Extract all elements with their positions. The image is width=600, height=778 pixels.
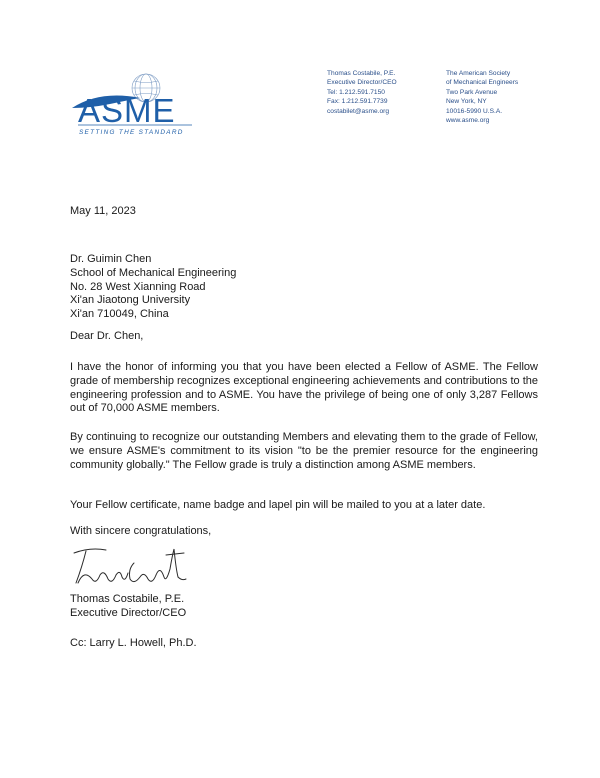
exec-tel: Tel: 1.212.591.7150 — [327, 88, 385, 96]
asme-logo — [70, 68, 195, 138]
body-paragraph: Your Fellow certificate, name badge and lapel pin will be mailed to you at a later date. — [70, 499, 486, 511]
recipient-line: Dr. Guimin Chen — [70, 253, 152, 265]
exec-name: Thomas Costabile, P.E. — [327, 70, 396, 77]
exec-title: Executive Director/CEO — [327, 79, 397, 87]
recipient-line: Xi'an Jiaotong University — [70, 294, 191, 307]
closing: With sincere congratulations, — [70, 525, 212, 537]
signer-block — [70, 593, 538, 621]
org-line: of Mechanical Engineers — [446, 79, 519, 87]
exec-fax: Fax: 1.212.591.7739 — [327, 98, 388, 106]
executive-contact-block — [327, 69, 397, 116]
letter-date: May 11, 2023 — [70, 205, 136, 217]
salutation: Dear Dr. Chen, — [70, 330, 144, 342]
org-line: The American Society — [446, 70, 511, 77]
signer-name: Thomas Costabile, P.E. — [70, 593, 185, 605]
recipient-line: No. 28 West Xianning Road — [70, 280, 206, 293]
logo-tagline: SETTING THE STANDARD — [79, 129, 184, 136]
org-line: 10016-5990 U.S.A. — [446, 107, 503, 115]
body-paragraph: I have the honor of informing you that you have been elected a Fellow of ASME. The Fellow grade of membership recognizes exceptional engineering achievements and contributions to the engineering profession and to ASME. You have the privilege of being one of only 3,287 Fellows out of 70,000 ASME members. — [70, 361, 538, 415]
org-line: Two Park Avenue — [446, 88, 498, 96]
recipient-line: Xi'an 710049, China — [70, 308, 169, 321]
recipient-address — [70, 253, 538, 322]
exec-email-link[interactable]: costabilet@asme.org — [327, 107, 390, 115]
organization-address-block — [446, 69, 518, 125]
body-paragraph: By continuing to recognize our outstanding Members and elevating them to the grade of Fellow, we ensure ASME's commitment to its vision "to be the premier resource for the engineering community globally." The Fellow grade is truly a distinction among ASME members. — [70, 431, 538, 471]
signer-title: Executive Director/CEO — [70, 606, 187, 619]
org-website-link[interactable]: www.asme.org — [446, 117, 490, 125]
logo-wordmark: ASME — [78, 92, 176, 129]
recipient-line: School of Mechanical Engineering — [70, 266, 237, 279]
handwritten-signature — [70, 539, 190, 589]
cc-line: Cc: Larry L. Howell, Ph.D. — [70, 637, 197, 649]
org-line: New York, NY — [446, 98, 487, 106]
